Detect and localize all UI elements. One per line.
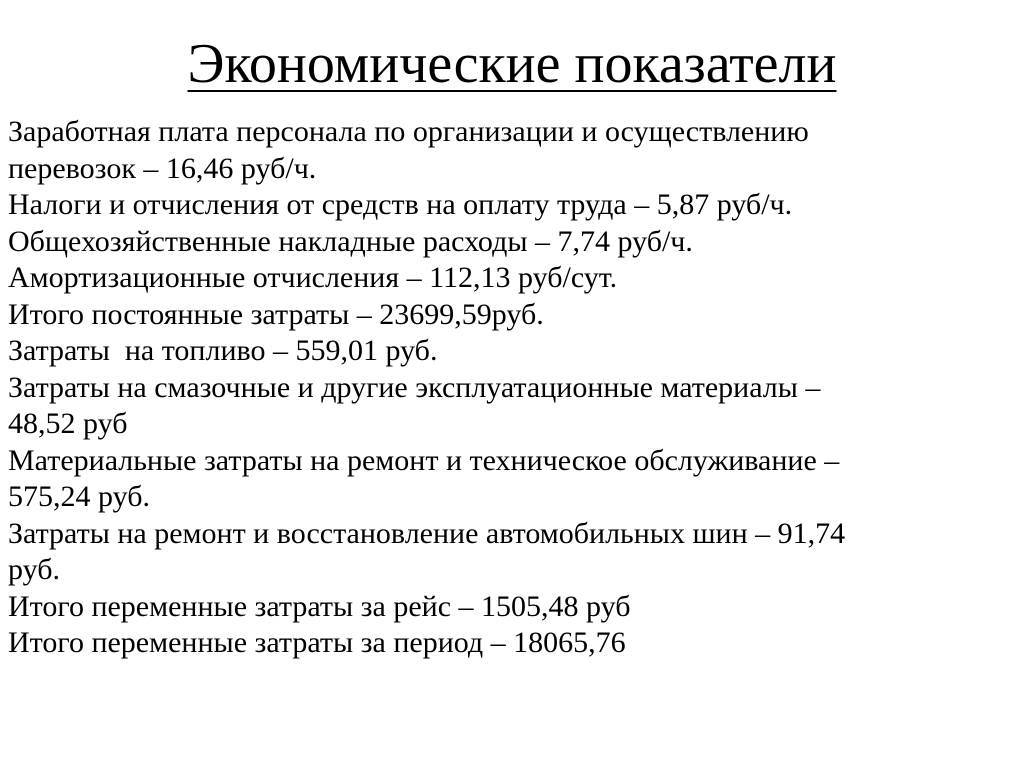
list-line: Заработная плата персонала по организации и осуществлению: [8, 115, 809, 148]
slide-title-text: Экономические показатели: [187, 33, 837, 95]
list-line: Материальные затраты на ремонт и техническое обслуживание –: [8, 443, 840, 477]
list-line: Затраты на ремонт и восстановление автомобильных шин – 91,74: [8, 516, 846, 550]
list-line: Итого переменные затраты за рейс – 1505,48 руб: [8, 589, 631, 623]
list-line: Налоги и отчисления от средств на оплату труда – 5,87 руб/ч.: [8, 188, 793, 221]
list-line: Итого переменные затраты за период – 18065,76: [8, 626, 626, 659]
list-line: 48,52 руб: [8, 407, 128, 440]
list-line: Амортизационные отчисления – 112,13 руб/сут.: [8, 261, 618, 294]
indicators-list: [8, 114, 1008, 662]
list-line: Итого постоянные затраты – 23699,59руб.: [8, 297, 544, 331]
list-line: перевозок – 16,46 руб/ч.: [8, 151, 317, 185]
list-line: руб.: [8, 553, 60, 586]
slide-title: [0, 28, 1024, 100]
list-line: 575,24 руб.: [8, 480, 150, 513]
list-line: Затраты на смазочные и другие эксплуатационные материалы –: [8, 370, 821, 404]
list-line: Общехозяйственные накладные расходы – 7,74 руб/ч.: [8, 224, 693, 258]
list-line: Затраты на топливо – 559,01 руб.: [8, 334, 438, 367]
